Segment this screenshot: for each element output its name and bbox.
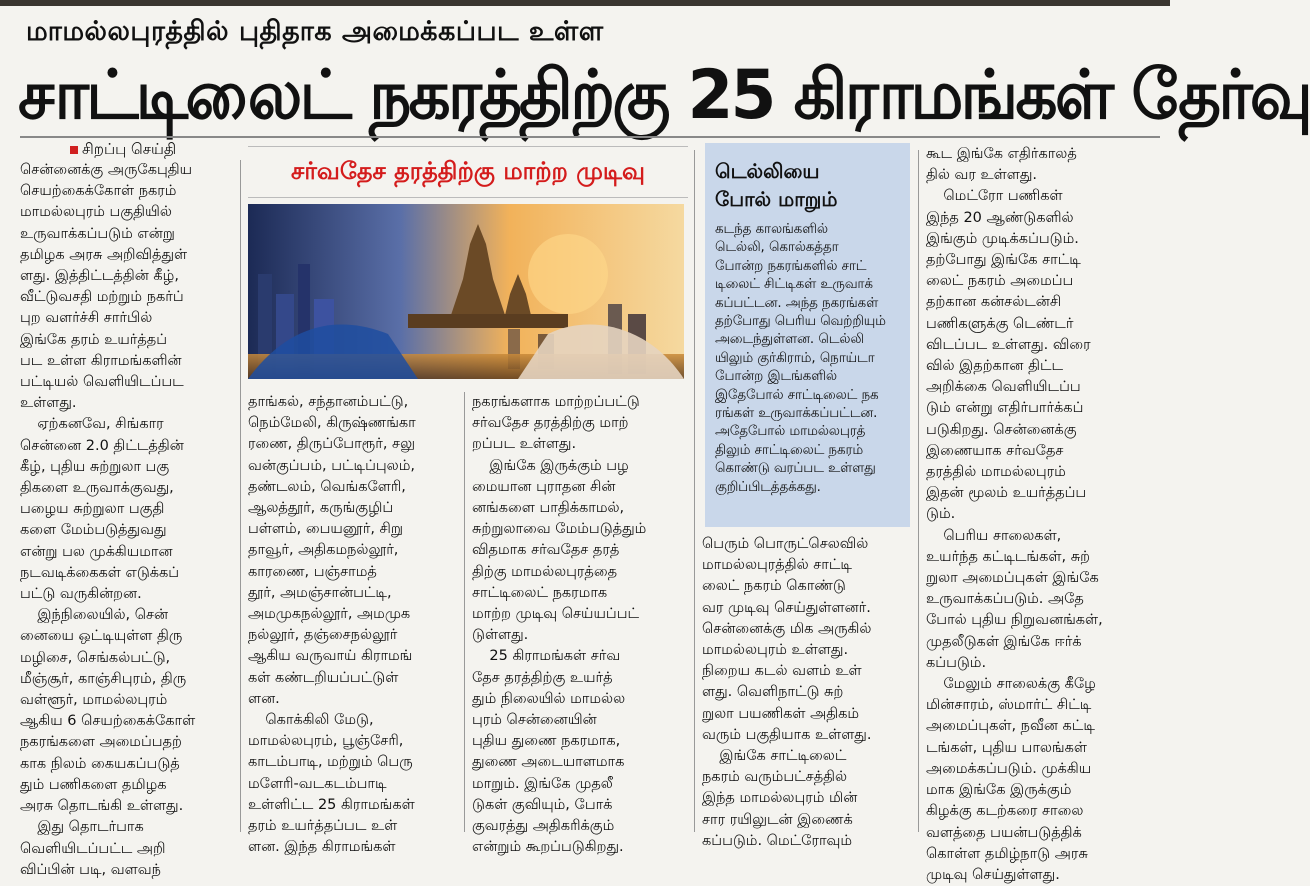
article-column-5 bbox=[926, 144, 1154, 883]
sidebar-title: டெல்லியை போல் மாறும் bbox=[715, 159, 838, 211]
byline bbox=[70, 140, 176, 160]
paragraph: மெட்ரோ பணிகள் இந்த 20 ஆண்டுகளில் இங்கும் முடிக்கப்படும். தற்போது இங்கே சாட்டி லைட் நகரம் அமைப்ப தற்கான கன்சல்டன்சி பணிகளுக்கு டெண்டர் விடப்பட உள்ளது. விரை வில் இதற்கான திட்ட அறிக்கை வெளியிடப்ப டும் என்று எதிர்பார்க்கப் படுகிறது. சென்னைக்கு இணையாக சர்வதேச தரத்தில் மாமல்லபுரம் இதன் மூலம் உயர்த்தப்ப டும். bbox=[926, 188, 1091, 523]
column-divider bbox=[464, 392, 465, 832]
byline-text: சிறப்பு செய்தி bbox=[82, 140, 177, 158]
headline-rule bbox=[20, 136, 1160, 138]
paragraph: பெரும் பொருட்செலவில் மாமல்லபுரத்தில் சாட்டி லைட் நகரம் கொண்டு வர முடிவு செய்துள்ளனர். சென்னைக்கு மிக அருகில் மாமல்லபுரம் உள்ளது. நிறைய கடல் வளம் உள் ளது. வெளிநாட்டு சுற் றுலா பயணிகள் அதிகம் வரும் பகுதியாக உள்ளது. bbox=[702, 536, 872, 743]
paragraph: இது தொடர்பாக வெளியிடப்பட்ட அறி விப்பின் படி, வளவந் bbox=[20, 819, 166, 878]
paragraph: இங்கே இருக்கும் பழ மையான புராதன சின் னங்களை பாதிக்காமல், சுற்றுலாவை மேம்படுத்தும் விதமாக சர்வதேச தரத் திற்கு மாமல்லபுரத்தை சாட்டிலைட் நகரமாக மாற்ற முடிவு செய்யப்பட் டுள்ளது. bbox=[472, 457, 647, 644]
paragraph: மேலும் சாலைக்கு கீழே மின்சாரம், ஸ்மார்ட் சிட்டி அமைப்புகள், நவீன கட்டி டங்கள், புதிய பாலங்கள் அமைக்கப்படும். முக்கிய மாக இங்கே இருக்கும் கிழக்கு கடற்கரை சாலை வளத்தை பயன்படுத்திக் கொள்ள தமிழ்நாடு அரசு முடிவு செய்துள்ளது. bbox=[926, 676, 1096, 883]
article-column-3 bbox=[472, 392, 688, 856]
article-column-2 bbox=[248, 392, 460, 856]
strap-subheadline: சர்வதேச தரத்திற்கு மாற்ற முடிவு bbox=[248, 146, 688, 198]
paragraph: இந்நிலையில், சென் னையை ஒட்டியுள்ள திரு மழிசை, செங்கல்பட்டு, மீஞ்சூர், காஞ்சிபுரம், திரு வள்ளூர், மாமல்லபுரம் ஆகிய 6 செயற்கைக்கோள் நகரங்களை அமைப்பதற் காக நிலம் கையகப்படுத் தும் பணிகளை தமிழக அரசு தொடங்கி உள்ளது. bbox=[20, 607, 196, 815]
paragraph: 25 கிராமங்கள் சர்வ தேச தரத்திற்கு உயர்த் தும் நிலையில் மாமல்ல புரம் சென்னையின் புதிய துணை நகரமாக, துணை அடையாளமாக மாறும். இங்கே முதலீ டுகள் குவியும், போக் குவரத்து அதிகரிக்கும் என்றும் கூறப்படுகிறது. bbox=[472, 648, 626, 856]
column-divider bbox=[918, 150, 919, 832]
paragraph: ஏற்கனவே, சிங்கார சென்னை 2.0 திட்டத்தின் கீழ், புதிய சுற்றுலா பகு திகளை உருவாக்குவது, பழைய சுற்றுலா பகுதி களை மேம்படுத்துவது என்று பல முக்கியமான நடவடிக்கைகள் எடுக்கப் பட்டு வருகின்றன. bbox=[20, 416, 184, 603]
column-divider bbox=[240, 160, 241, 832]
paragraph: பெரிய சாலைகள், உயர்ந்த கட்டிடங்கள், சுற் றுலா அமைப்புகள் இங்கே உருவாக்கப்படும். அதே போல் புதிய நிறுவனங்கள், முதலீடுகள் இங்கே ஈர்க் கப்படும். bbox=[926, 527, 1103, 671]
paragraph: நகரங்களாக மாற்றப்பட்டு சர்வதேச தரத்திற்கு மாற் றப்பட உள்ளது. bbox=[472, 394, 640, 453]
paragraph: இங்கே சாட்டிலைட் நகரம் வரும்பட்சத்தில் இந்த மாமல்லபுரம் மின் சார ரயிலுடன் இணைக் கப்படும். மெட்ரோவும் bbox=[702, 748, 858, 849]
top-border bbox=[0, 0, 1170, 6]
column-divider bbox=[694, 150, 695, 832]
kicker: மாமல்லபுரத்தில் புதிதாக அமைக்கப்பட உள்ள bbox=[26, 16, 604, 47]
article-column-1 bbox=[20, 160, 234, 878]
article-photo bbox=[248, 204, 684, 379]
paragraph: கூட இங்கே எதிர்காலத் தில் வர உள்ளது. bbox=[926, 146, 1077, 184]
sidebar-box bbox=[705, 143, 910, 527]
sidebar-text: கடந்த காலங்களில் டெல்லி, கொல்கத்தா போன்ற நகரங்களில் சாட் டிலைட் சிட்டிகள் உருவாக் கப்பட்டன. அந்த நகரங்கள் தற்போது பெரிய வெற்றியும் அடைந்துள்ளன. டெல்லி யிலும் குர்கிராம், நொய்டா போன்ற இடங்களில் இதேபோல் சாட்டிலைட் நக ரங்கள் உருவாக்கப்பட்டன. அதேபோல் மாமல்லபுரத் திலும் சாட்டிலைட் நகரம் கொண்டு வரப்பட உள்ளது குறிப்பிடத்தக்கது. bbox=[715, 222, 886, 495]
paragraph: கொக்கிலி மேடு, மாமல்லபுரம், பூஞ்சேரி, காடம்பாடி, மற்றும் பெரு மளேரி-வடகடம்பாடி உள்ளிட்ட 25 கிராமங்கள் தரம் உயர்த்தப்பட உள் ளன. இந்த கிராமங்கள் bbox=[248, 712, 415, 856]
article-column-4 bbox=[702, 534, 914, 849]
byline-marker bbox=[70, 146, 78, 154]
temple-skyline-illustration bbox=[248, 204, 684, 379]
headline: சாட்டிலைட் நகரத்திற்கு 25 கிராமங்கள் தேர்வு bbox=[18, 56, 1310, 135]
paragraph: சென்னைக்கு அருகேபுதிய செயற்கைக்கோள் நகரம் மாமல்லபுரம் பகுதியில் உருவாக்கப்படும் என்று தமிழக அரசு அறிவித்துள் ளது. இத்திட்டத்தின் கீழ், வீட்டுவசதி மற்றும் நகர்ப் புற வளர்ச்சி சார்பில் இங்கே தரம் உயர்த்தப் பட உள்ள கிராமங்களின் பட்டியல் வெளியிடப்பட உள்ளது. bbox=[20, 162, 193, 412]
paragraph: தாங்கல், சந்தானம்பட்டு, நெம்மேலி, கிருஷ்ணங்கா ரணை, திருப்போரூர், சலு வன்குப்பம், பட்டிப்புலம், தண்டலம், வெங்களேரி, ஆலத்தூர், கருங்குழிப் பள்ளம், பையனூர், சிறு தாவூர், அதிகமநல்லூர், காரணை, பஞ்சாமத் தூர், அமஞ்சான்பட்டி, அமமுகநல்லூர், அமமுக நல்லூர், தஞ்சைநல்லூர் ஆகிய வருவாய் கிராமங் கள் கண்டறியப்பட்டுள் ளன. bbox=[248, 394, 416, 707]
